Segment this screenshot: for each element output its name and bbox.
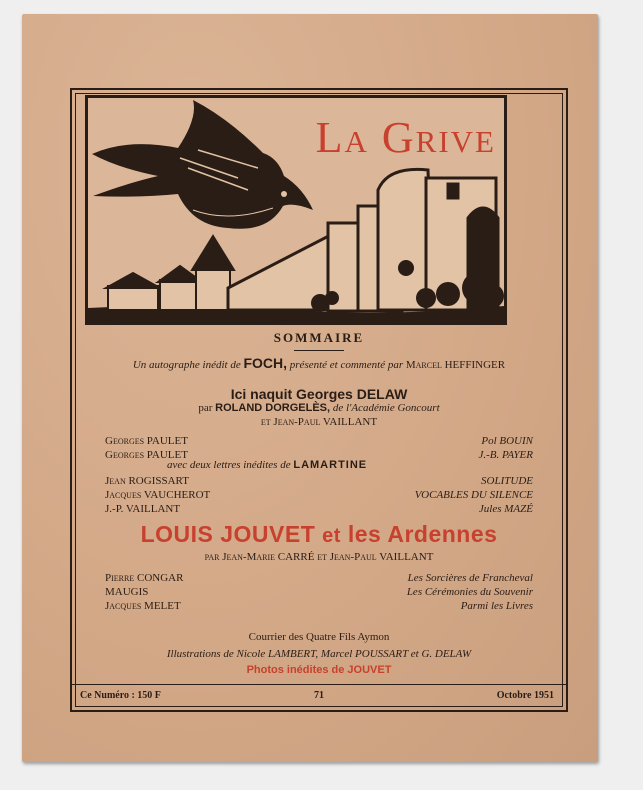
contents-author: MAUGIS xyxy=(105,586,149,598)
foch-name: FOCH, xyxy=(243,355,288,371)
contents-author: Jacques MELET xyxy=(105,600,181,612)
price-label: Ce Numéro : 150 F xyxy=(80,690,161,701)
main-feature-part1: LOUIS JOUVET xyxy=(140,521,316,547)
contents-author: Jacques VAUCHEROT xyxy=(105,489,211,501)
contents-work: VOCABLES DU SILENCE xyxy=(414,489,533,501)
contents-work: SOLITUDE xyxy=(481,475,533,487)
contents-work: Les Sorcières de Francheval xyxy=(407,572,533,584)
autographe-line xyxy=(72,355,566,371)
lamartine-prefix: avec deux lettres inédites de xyxy=(167,459,291,471)
lamartine-name: LAMARTINE xyxy=(293,459,368,471)
photos-line: Photos inédites de JOUVET xyxy=(246,664,392,676)
contents-author: Pierre CONGAR xyxy=(105,572,184,584)
byline-name: ROLAND DORGELÈS, xyxy=(215,402,331,414)
contents-author: J.-P. VAILLANT xyxy=(105,503,181,515)
feature-coauthor: et Jean-Paul VAILLANT xyxy=(260,416,378,428)
contents-author: Georges PAULET xyxy=(105,449,188,461)
masthead-illustration xyxy=(85,95,507,325)
issue-number: 71 xyxy=(314,690,324,701)
autographe-author: Marcel HEFFINGER xyxy=(405,359,506,371)
courrier-line: Courrier des Quatre Fils Aymon xyxy=(248,631,390,643)
byline-prefix: par xyxy=(198,402,213,414)
main-feature-title xyxy=(72,521,566,548)
autographe-prefix: Un autographe inédit de xyxy=(132,359,241,371)
contents-author: Georges PAULET xyxy=(105,435,188,447)
feature-title: Ici naquit Georges DELAW xyxy=(230,386,408,402)
main-feature-part3: les Ardennes xyxy=(347,521,498,547)
main-feature-part2: et xyxy=(322,525,341,547)
magazine-title: La Grive xyxy=(315,113,496,162)
footer-divider xyxy=(72,684,566,685)
contents-work: Pol BOUIN xyxy=(481,435,533,447)
contents-work: Jules MAZÉ xyxy=(478,503,533,515)
contents-work: Parmi les Livres xyxy=(460,600,533,612)
contents-author: Jean ROGISSART xyxy=(105,475,189,487)
issue-date: Octobre 1951 xyxy=(496,690,554,701)
contents-work: Les Cérémonies du Souvenir xyxy=(406,586,533,598)
heading-divider xyxy=(294,350,344,351)
magazine-cover xyxy=(22,14,598,762)
illustrations-line: Illustrations de Nicole LAMBERT, Marcel POUSSART et G. DELAW xyxy=(166,648,472,660)
contents-work: J.-B. PAYER xyxy=(478,449,533,461)
sommaire-heading: SOMMAIRE xyxy=(273,330,365,345)
main-feature-byline: par Jean-Marie CARRÉ et Jean-Paul VAILLANT xyxy=(204,551,434,563)
thrush-bird xyxy=(92,100,313,229)
feature-byline xyxy=(72,402,566,414)
autographe-middle: présenté et commenté par xyxy=(289,359,404,371)
village-houses xyxy=(106,236,234,310)
lamartine-line xyxy=(167,459,367,471)
cover-frame xyxy=(70,88,568,712)
byline-suffix: de l'Académie Goncourt xyxy=(332,402,440,414)
